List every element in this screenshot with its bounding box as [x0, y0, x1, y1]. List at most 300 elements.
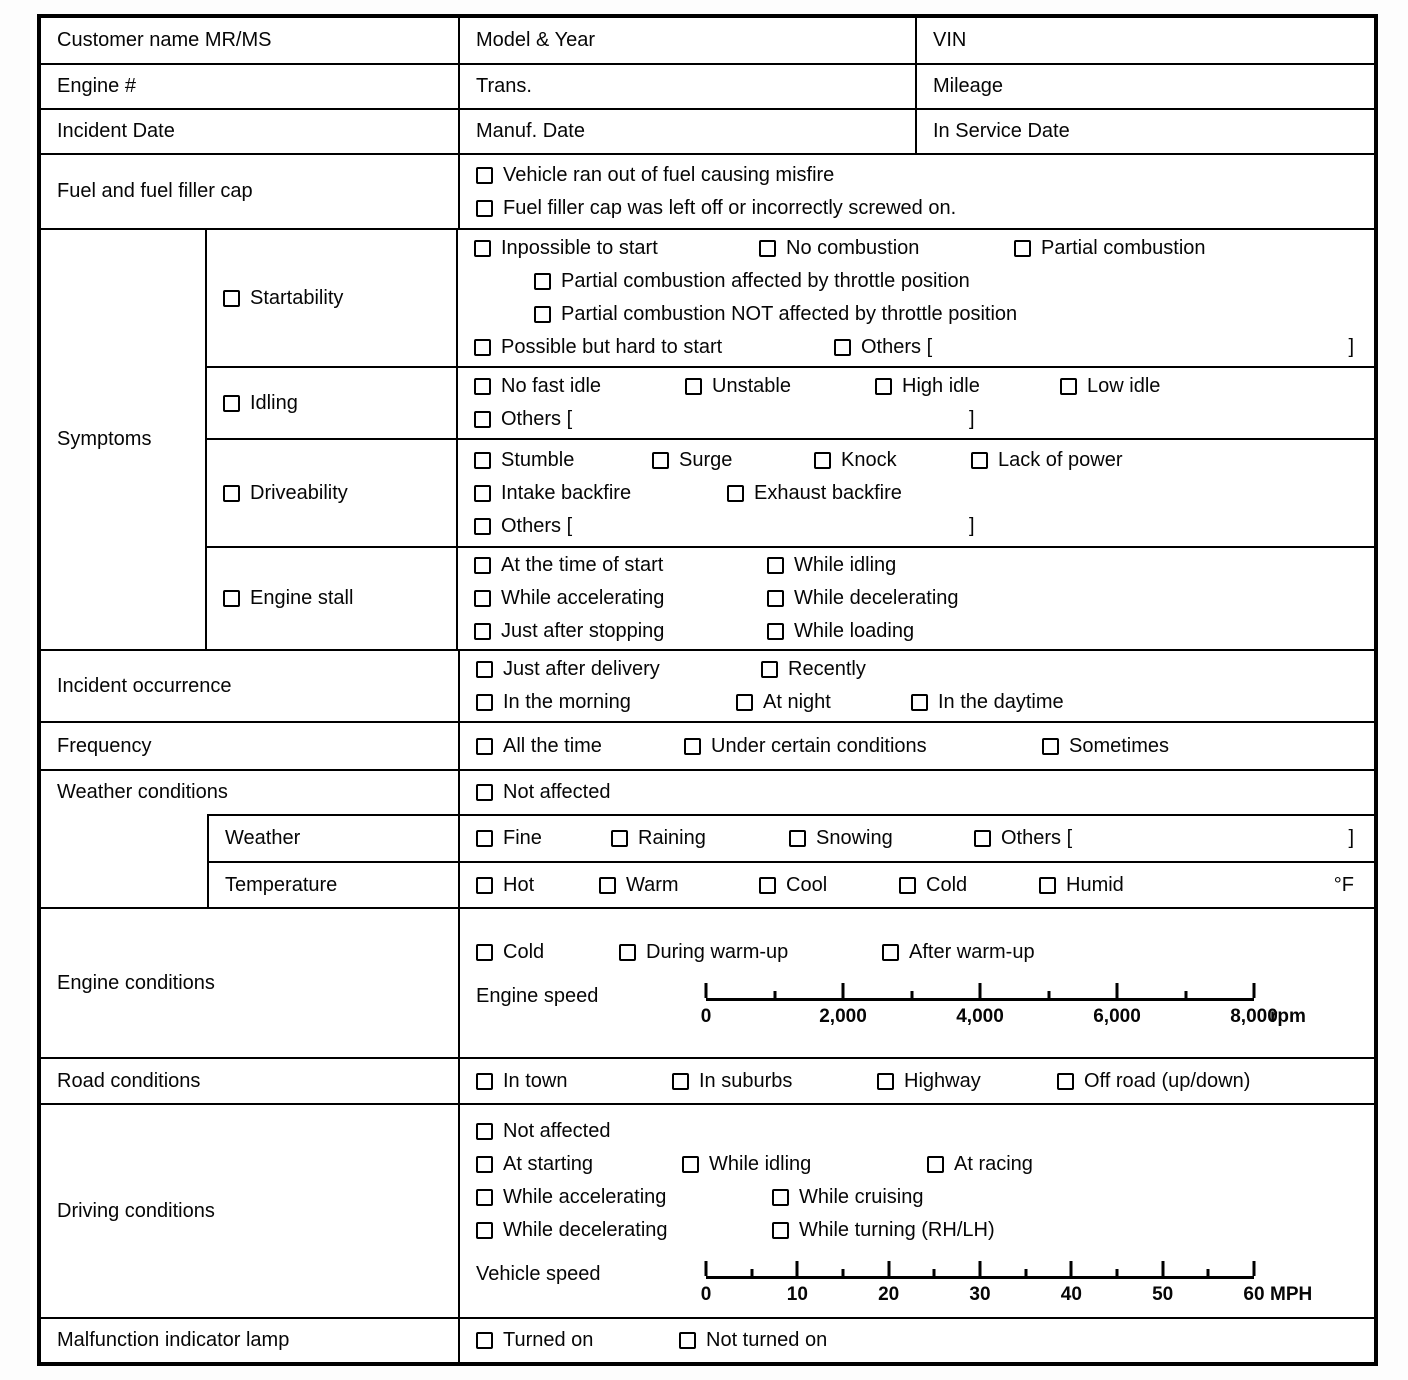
checkbox[interactable]: [476, 784, 493, 801]
minor-tick: [1047, 991, 1050, 998]
symptom-engine-stall[interactable]: [207, 548, 456, 649]
major-tick: [1116, 983, 1119, 998]
checkbox[interactable]: [672, 1073, 689, 1090]
checkbox-option[interactable]: [474, 375, 685, 398]
checkbox-option[interactable]: [882, 941, 1035, 964]
checkbox-option[interactable]: [534, 270, 970, 293]
option-label: At starting: [503, 1152, 594, 1175]
option-line: [476, 869, 1354, 902]
checkbox-option[interactable]: [875, 375, 1060, 398]
line-end-text: ]: [1348, 336, 1354, 358]
checkbox[interactable]: [476, 877, 493, 894]
ruler-tick-label: 0: [700, 1006, 712, 1027]
checkbox-option[interactable]: [736, 691, 911, 714]
checkbox-option[interactable]: [474, 336, 834, 359]
option-label: Sometimes: [1069, 734, 1170, 757]
checkbox-option[interactable]: [767, 554, 896, 577]
checkbox[interactable]: [476, 1222, 493, 1239]
minor-tick: [1184, 991, 1187, 998]
checkbox[interactable]: [223, 395, 240, 412]
major-tick: [1253, 983, 1256, 998]
option-label: Not affected: [503, 781, 611, 803]
option-line: [476, 192, 1354, 225]
option-line: [474, 615, 1354, 648]
option-label: Highway: [904, 1069, 981, 1092]
checkbox-option[interactable]: [899, 874, 1039, 897]
checkbox-option[interactable]: [877, 1070, 1057, 1093]
symptom-label: Driveability: [250, 481, 348, 504]
option-label: ]: [969, 408, 975, 430]
checkbox-option[interactable]: [476, 1070, 672, 1093]
checkbox[interactable]: [474, 240, 491, 257]
field-label: VIN: [933, 29, 967, 51]
option-label: After warm-up: [909, 941, 1035, 963]
subrow-idling: [207, 366, 1374, 438]
option-label: Exhaust backfire: [754, 481, 902, 504]
checkbox[interactable]: [1042, 738, 1059, 755]
option-label: Others [: [1001, 827, 1073, 849]
checkbox-option[interactable]: [476, 691, 736, 714]
info-row-1: [41, 18, 1374, 63]
checkbox[interactable]: [834, 339, 851, 356]
section-weather-conditions: [41, 769, 1374, 814]
minor-tick: [1024, 1269, 1027, 1276]
subrow-engine-stall: [207, 546, 1374, 649]
checkbox[interactable]: [759, 877, 776, 894]
option-label: Knock: [841, 448, 897, 471]
checkbox[interactable]: [1039, 877, 1056, 894]
checkbox-option[interactable]: [474, 237, 759, 260]
checkbox-option[interactable]: [679, 1329, 827, 1352]
blank-cell: [41, 861, 207, 907]
field-label: Incident Date: [57, 120, 175, 142]
option-label: Fine: [503, 827, 542, 849]
option-label: Humid: [1066, 873, 1124, 896]
minor-tick: [750, 1269, 753, 1276]
checkbox-option[interactable]: [474, 449, 652, 472]
checkbox-option[interactable]: [476, 1329, 679, 1352]
checkbox[interactable]: [767, 590, 784, 607]
checkbox-option[interactable]: [767, 620, 914, 643]
subrow-startability: [207, 230, 1374, 366]
checkbox-option[interactable]: [652, 449, 814, 472]
checkbox[interactable]: [474, 485, 491, 502]
checkbox[interactable]: [1014, 240, 1031, 257]
checkbox[interactable]: [474, 623, 491, 640]
section-label: Road conditions: [57, 1069, 201, 1092]
subrow-temperature: [41, 861, 1374, 907]
field-incident-date[interactable]: [41, 110, 458, 153]
checkbox-option[interactable]: [476, 1153, 682, 1176]
option-line: [474, 370, 1354, 403]
checkbox-option[interactable]: [474, 408, 969, 431]
checkbox[interactable]: [534, 306, 551, 323]
option-label: At the time of start: [501, 554, 664, 576]
minor-tick: [910, 991, 913, 998]
section-driving-conditions: [41, 1103, 1374, 1317]
ruler-tick-label: 50: [1152, 1283, 1174, 1305]
checkbox[interactable]: [474, 452, 491, 469]
checkbox[interactable]: [759, 240, 776, 257]
field-label: Trans.: [476, 75, 532, 97]
checkbox[interactable]: [474, 378, 491, 395]
malfunction-lamp-options: [458, 1319, 1374, 1362]
checkbox-option[interactable]: [474, 554, 767, 577]
checkbox[interactable]: [476, 1073, 493, 1090]
checkbox-option[interactable]: [767, 587, 959, 610]
driving-conditions-checkboxes: [476, 1115, 1354, 1247]
checkbox[interactable]: [474, 557, 491, 574]
checkbox[interactable]: [476, 661, 493, 678]
option-label: Cold: [503, 941, 545, 963]
checkbox-option[interactable]: [814, 449, 971, 472]
option-label: No fast idle: [501, 375, 602, 397]
line-end-text: ]: [1348, 827, 1354, 849]
minor-tick: [842, 1269, 845, 1276]
checkbox-option[interactable]: [684, 735, 1042, 758]
section-label: Weather conditions: [57, 781, 228, 803]
minor-tick: [1116, 1269, 1119, 1276]
ruler-tick-label: 6,000: [1093, 1006, 1141, 1027]
major-tick: [1070, 1261, 1073, 1276]
option-label: ]: [969, 514, 975, 537]
checkbox[interactable]: [767, 557, 784, 574]
option-label: While turning (RH/LH): [799, 1218, 995, 1241]
minor-tick: [933, 1269, 936, 1276]
ruler-tick-label: 10: [786, 1283, 808, 1305]
vehicle-speed-label: Vehicle speed: [476, 1262, 601, 1285]
field-mileage[interactable]: [915, 65, 1374, 108]
checkbox[interactable]: [476, 830, 493, 847]
ruler-ticks: [706, 1261, 1254, 1279]
ruler-tick-label: 4,000: [956, 1006, 1004, 1027]
checkbox-option[interactable]: [1039, 874, 1124, 897]
field-label: Engine #: [57, 75, 136, 97]
checkbox[interactable]: [684, 738, 701, 755]
field-engine-number[interactable]: [41, 65, 458, 108]
option-line: [476, 1324, 1354, 1357]
ruler-tick-label: 20: [878, 1283, 900, 1305]
checkbox[interactable]: [761, 661, 778, 678]
checkbox-option[interactable]: [1060, 375, 1160, 398]
checkbox-option[interactable]: [476, 1186, 772, 1209]
option-label: No combustion: [786, 237, 920, 259]
checkbox[interactable]: [223, 485, 240, 502]
info-row-2: [41, 63, 1374, 108]
option-line: [474, 232, 1354, 265]
field-model-year[interactable]: [458, 18, 915, 63]
section-label-malfunction-lamp: [41, 1319, 458, 1362]
fuel-options: [458, 155, 1374, 228]
checkbox-option[interactable]: [476, 164, 834, 187]
checkbox[interactable]: [476, 1332, 493, 1349]
symptom-label: Engine stall: [250, 587, 354, 609]
incident-options: [458, 651, 1374, 721]
checkbox-option[interactable]: [476, 827, 611, 850]
checkbox-option[interactable]: [476, 1219, 772, 1242]
weather-options: [458, 814, 1374, 861]
engine-conditions-checkboxes: [476, 936, 1354, 969]
option-label: Partial combustion affected by throttle position: [561, 270, 970, 292]
option-label: In the daytime: [938, 691, 1064, 713]
option-label: Snowing: [816, 827, 893, 849]
option-label: Stumble: [501, 448, 575, 471]
checkbox[interactable]: [474, 411, 491, 428]
option-label: While cruising: [799, 1185, 924, 1208]
ruler-tick-label: 40: [1060, 1283, 1082, 1305]
blank-cell: [41, 814, 207, 861]
checkbox-option[interactable]: [834, 336, 932, 359]
field-in-service-date[interactable]: [915, 110, 1374, 153]
section-malfunction-lamp: [41, 1317, 1374, 1362]
engine-conditions-options: [458, 909, 1374, 1057]
checkbox[interactable]: [772, 1189, 789, 1206]
checkbox[interactable]: [476, 944, 493, 961]
option-line: [476, 686, 1354, 719]
ruler-tick-label: 60: [1243, 1283, 1265, 1305]
symptom-driveability[interactable]: [207, 440, 456, 546]
field-manuf-date[interactable]: [458, 110, 915, 153]
option-line: [474, 331, 1354, 364]
option-label: Vehicle ran out of fuel causing misfire: [503, 163, 835, 186]
ruler-tick-label: 8,000: [1230, 1006, 1278, 1027]
option-label: Not affected: [503, 1119, 611, 1142]
option-line: [476, 1065, 1354, 1098]
section-symptoms: [41, 228, 1374, 649]
section-label: Fuel and fuel filler cap: [57, 180, 253, 202]
frequency-options: [458, 723, 1374, 769]
option-label: High idle: [902, 375, 980, 397]
checkbox[interactable]: [974, 830, 991, 847]
checkbox[interactable]: [899, 877, 916, 894]
bracket-text: [969, 408, 975, 431]
subrow-driveability: [207, 438, 1374, 546]
checkbox[interactable]: [736, 694, 753, 711]
checkbox[interactable]: [474, 518, 491, 535]
checkbox[interactable]: [682, 1156, 699, 1173]
checkbox-option[interactable]: [619, 941, 882, 964]
driving-conditions-options: [458, 1105, 1374, 1317]
checkbox[interactable]: [971, 452, 988, 469]
option-label: While idling: [794, 554, 897, 576]
major-tick: [1161, 1261, 1164, 1276]
checkbox-option[interactable]: [911, 691, 1064, 714]
checkbox[interactable]: [611, 830, 628, 847]
checkbox[interactable]: [679, 1332, 696, 1349]
option-line: [474, 298, 1354, 331]
engine-speed-row: [476, 983, 1354, 1028]
option-label: Hot: [503, 873, 535, 896]
checkbox[interactable]: [223, 590, 240, 607]
checkbox[interactable]: [474, 339, 491, 356]
option-label: All the time: [503, 734, 602, 757]
major-tick: [842, 983, 845, 998]
option-label: Not turned on: [706, 1329, 828, 1351]
checkbox-option[interactable]: [534, 303, 1017, 326]
section-label: Malfunction indicator lamp: [57, 1329, 290, 1351]
vehicle-speed-row: [476, 1261, 1354, 1306]
checkbox[interactable]: [767, 623, 784, 640]
section-label: Engine conditions: [57, 971, 215, 994]
checkbox-option[interactable]: [727, 482, 902, 505]
major-tick: [796, 1261, 799, 1276]
ruler-tick-label: 2,000: [819, 1006, 867, 1027]
section-label-frequency: [41, 723, 458, 769]
checkbox[interactable]: [1057, 1073, 1074, 1090]
option-label: Unstable: [712, 375, 791, 397]
ruler-labels: [700, 1001, 1306, 1028]
checkbox-option[interactable]: [927, 1153, 1033, 1176]
checkbox-option[interactable]: [1042, 735, 1169, 758]
checkbox-option[interactable]: [476, 735, 684, 758]
checkbox[interactable]: [877, 1073, 894, 1090]
option-line: [474, 510, 1354, 543]
checkbox[interactable]: [599, 877, 616, 894]
checkbox[interactable]: [814, 452, 831, 469]
checkbox[interactable]: [476, 694, 493, 711]
checkbox[interactable]: [789, 830, 806, 847]
checkbox-option[interactable]: [476, 197, 956, 220]
option-label: Raining: [638, 827, 706, 849]
checkbox[interactable]: [476, 1189, 493, 1206]
section-engine-conditions: [41, 907, 1374, 1057]
checkbox[interactable]: [476, 1123, 493, 1140]
option-label: Fuel filler cap was left off or incorrectly screwed on.: [503, 196, 957, 219]
option-label: Intake backfire: [501, 481, 632, 504]
option-label: In the morning: [503, 691, 631, 713]
checkbox-option[interactable]: [685, 375, 875, 398]
checkbox[interactable]: [911, 694, 928, 711]
checkbox-option[interactable]: [759, 874, 899, 897]
weather-sublabel: [207, 814, 458, 861]
checkbox[interactable]: [772, 1222, 789, 1239]
checkbox-option[interactable]: [772, 1219, 995, 1242]
checkbox-option[interactable]: [682, 1153, 927, 1176]
checkbox[interactable]: [685, 378, 702, 395]
section-frequency: [41, 721, 1374, 769]
checkbox[interactable]: [1060, 378, 1077, 395]
major-tick: [705, 1261, 708, 1276]
checkbox[interactable]: [223, 290, 240, 307]
option-line: [476, 653, 1354, 686]
option-line: [476, 1115, 1354, 1148]
option-line: [476, 159, 1354, 192]
checkbox-option[interactable]: [474, 620, 767, 643]
section-label-fuel: [41, 155, 458, 228]
engine-stall-options: [456, 548, 1374, 649]
option-label: At night: [763, 691, 831, 713]
option-label: Low idle: [1087, 375, 1161, 397]
checkbox[interactable]: [875, 378, 892, 395]
checkbox-option[interactable]: [476, 781, 610, 804]
vehicle-speed-scale: [700, 1261, 1313, 1306]
engine-speed-scale: [700, 983, 1306, 1028]
driveability-options: [456, 440, 1374, 546]
ruler-unit: rpm: [1270, 1006, 1306, 1027]
checkbox-option[interactable]: [476, 941, 619, 964]
checkbox-option[interactable]: [971, 449, 1123, 472]
option-label: At racing: [954, 1152, 1033, 1175]
checkbox-option[interactable]: [476, 658, 761, 681]
option-label: Others [: [501, 408, 573, 430]
section-label: Driving conditions: [57, 1199, 215, 1222]
section-fuel: [41, 153, 1374, 228]
checkbox[interactable]: [619, 944, 636, 961]
checkbox[interactable]: [476, 200, 493, 217]
section-label: Symptoms: [57, 428, 152, 450]
symptom-startability[interactable]: [207, 230, 456, 366]
checkbox[interactable]: [927, 1156, 944, 1173]
option-line: [474, 582, 1354, 615]
option-label: Partial combustion NOT affected by throttle position: [561, 303, 1018, 325]
checkbox-option[interactable]: [599, 874, 759, 897]
section-incident-occurrence: [41, 649, 1374, 721]
section-label-driving-conditions: [41, 1105, 458, 1317]
checkbox-option[interactable]: [474, 482, 727, 505]
checkbox[interactable]: [476, 738, 493, 755]
checkbox[interactable]: [652, 452, 669, 469]
major-tick: [1253, 1261, 1256, 1276]
checkbox[interactable]: [727, 485, 744, 502]
option-label: In suburbs: [699, 1069, 793, 1092]
checkbox-option[interactable]: [1014, 237, 1206, 260]
checkbox-option[interactable]: [672, 1070, 877, 1093]
checkbox-option[interactable]: [789, 827, 974, 850]
option-label: Possible but hard to start: [501, 336, 723, 358]
option-line: [476, 730, 1354, 763]
option-label: During warm-up: [646, 941, 789, 963]
field-customer-name[interactable]: [41, 18, 458, 63]
checkbox-option[interactable]: [974, 827, 1072, 850]
section-road-conditions: [41, 1057, 1374, 1103]
field-transmission[interactable]: [458, 65, 915, 108]
major-tick: [887, 1261, 890, 1276]
ruler-ticks: [706, 983, 1254, 1001]
ruler-unit: MPH: [1270, 1283, 1313, 1305]
checkbox-option[interactable]: [1057, 1070, 1250, 1093]
checkbox[interactable]: [882, 944, 899, 961]
diagnostic-worksheet-table: [37, 14, 1378, 1366]
checkbox-option[interactable]: [476, 874, 599, 897]
checkbox-option[interactable]: [611, 827, 789, 850]
checkbox[interactable]: [474, 590, 491, 607]
checkbox-option[interactable]: [759, 237, 1014, 260]
checkbox-option[interactable]: [772, 1186, 923, 1209]
checkbox[interactable]: [534, 273, 551, 290]
checkbox[interactable]: [476, 167, 493, 184]
symptom-idling[interactable]: [207, 368, 456, 438]
field-vin[interactable]: [915, 18, 1374, 63]
road-conditions-options: [458, 1059, 1374, 1103]
option-label: Warm: [626, 873, 679, 896]
option-line: [476, 822, 1354, 855]
option-line: [476, 1148, 1354, 1181]
checkbox-option[interactable]: [474, 515, 969, 538]
checkbox-option[interactable]: [474, 587, 767, 610]
option-label: In town: [503, 1069, 568, 1092]
ruler-tick-label: 0: [700, 1283, 712, 1305]
option-label: While accelerating: [501, 587, 665, 609]
checkbox[interactable]: [476, 1156, 493, 1173]
temperature-sublabel: [207, 861, 458, 907]
checkbox-option[interactable]: [476, 1120, 610, 1143]
section-label-incident: [41, 651, 458, 721]
option-label: Inpossible to start: [501, 237, 658, 259]
checkbox-option[interactable]: [761, 658, 866, 681]
section-label-engine-conditions: [41, 909, 458, 1057]
option-label: Surge: [679, 448, 733, 471]
startability-options: [456, 230, 1374, 366]
